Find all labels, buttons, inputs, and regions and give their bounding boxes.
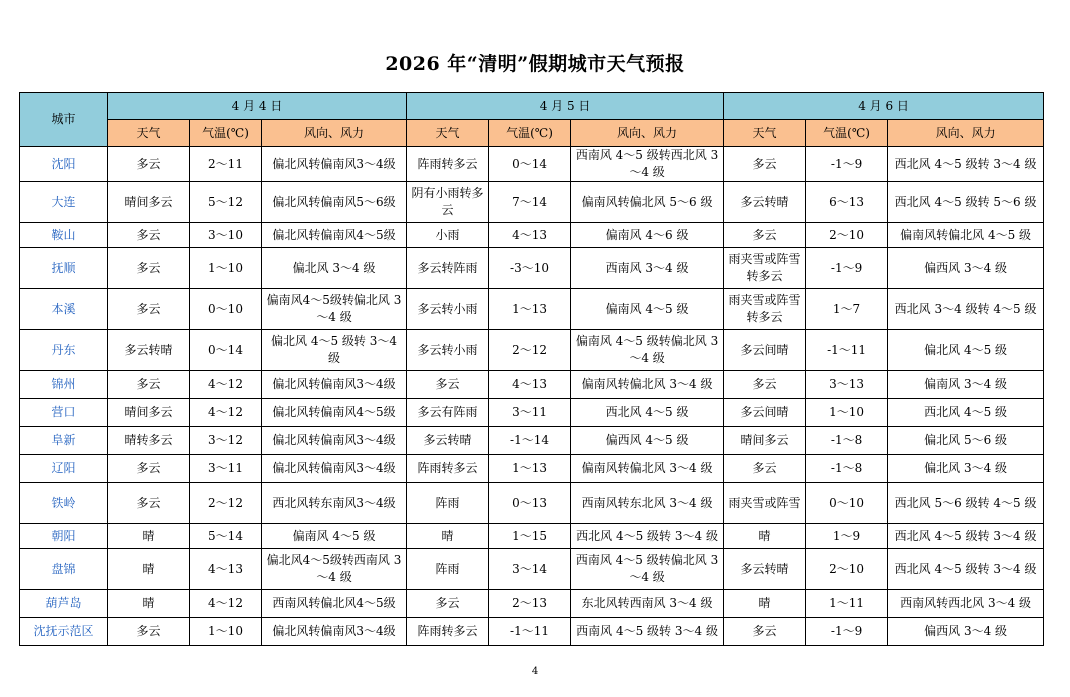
- table-row: [20, 618, 1044, 646]
- city-name: 盘锦: [20, 549, 108, 590]
- weather-cell: 多云转晴: [108, 330, 190, 371]
- wind-cell: 西北风转东南风3～4级: [262, 483, 407, 524]
- wind-cell: 西南风 4～5 级转 3～4 级: [571, 618, 724, 646]
- table-row: [20, 147, 1044, 182]
- temperature-cell: 1～15: [489, 524, 571, 549]
- temperature-cell: 1～7: [806, 289, 888, 330]
- wind-cell: 偏西风 3～4 级: [888, 618, 1044, 646]
- temperature-cell: 3～10: [190, 223, 262, 248]
- weather-cell: 多云: [108, 371, 190, 399]
- wind-cell: 西北风 4～5 级转 3～4 级: [888, 147, 1044, 182]
- header-wind: 风向、风力: [262, 120, 407, 147]
- temperature-cell: 1～13: [489, 289, 571, 330]
- wind-cell: 偏北风转偏南风3～4级: [262, 147, 407, 182]
- temperature-cell: -1～8: [806, 427, 888, 455]
- weather-cell: 阵雨: [407, 483, 489, 524]
- header-date-3: 4 月 6 日: [724, 93, 1044, 120]
- table-row: [20, 182, 1044, 223]
- temperature-cell: 6～13: [806, 182, 888, 223]
- weather-cell: 阵雨: [407, 549, 489, 590]
- temperature-cell: 4～13: [489, 371, 571, 399]
- temperature-cell: 1～11: [806, 590, 888, 618]
- city-name: 铁岭: [20, 483, 108, 524]
- temperature-cell: -1～9: [806, 248, 888, 289]
- wind-cell: 西北风 4～5 级转 3～4 级: [888, 524, 1044, 549]
- wind-cell: 偏北风转偏南风4～5级: [262, 223, 407, 248]
- city-name: 辽阳: [20, 455, 108, 483]
- weather-cell: 晴: [407, 524, 489, 549]
- table-row: [20, 248, 1044, 289]
- weather-cell: 晴间多云: [724, 427, 806, 455]
- table-row: [20, 524, 1044, 549]
- wind-cell: 西北风 3～4 级转 4～5 级: [888, 289, 1044, 330]
- weather-cell: 多云: [724, 147, 806, 182]
- wind-cell: 偏北风转偏南风3～4级: [262, 371, 407, 399]
- wind-cell: 偏南风转偏北风 3～4 级: [571, 455, 724, 483]
- temperature-cell: 1～10: [190, 618, 262, 646]
- weather-cell: 多云有阵雨: [407, 399, 489, 427]
- weather-cell: 多云转晴: [407, 427, 489, 455]
- weather-cell: 阵雨转多云: [407, 455, 489, 483]
- header-date-2: 4 月 5 日: [407, 93, 724, 120]
- weather-cell: 多云间晴: [724, 330, 806, 371]
- wind-cell: 偏西风 4～5 级: [571, 427, 724, 455]
- temperature-cell: 3～13: [806, 371, 888, 399]
- wind-cell: 偏北风转偏南风4～5级: [262, 399, 407, 427]
- weather-cell: 雨夹雪或阵雪转多云: [724, 289, 806, 330]
- weather-cell: 多云: [724, 371, 806, 399]
- weather-cell: 多云: [108, 147, 190, 182]
- weather-cell: 多云转阵雨: [407, 248, 489, 289]
- weather-cell: 晴转多云: [108, 427, 190, 455]
- temperature-cell: 4～12: [190, 590, 262, 618]
- wind-cell: 西北风 5～6 级转 4～5 级: [888, 483, 1044, 524]
- header-weather: 天气: [108, 120, 190, 147]
- weather-cell: 多云转小雨: [407, 289, 489, 330]
- city-name: 本溪: [20, 289, 108, 330]
- weather-cell: 多云: [724, 618, 806, 646]
- wind-cell: 西南风 3～4 级: [571, 248, 724, 289]
- temperature-cell: -1～9: [806, 618, 888, 646]
- wind-cell: 西南风转偏北风4～5级: [262, 590, 407, 618]
- temperature-cell: 0～14: [489, 147, 571, 182]
- temperature-cell: -3～10: [489, 248, 571, 289]
- city-name: 鞍山: [20, 223, 108, 248]
- weather-cell: 多云: [108, 618, 190, 646]
- temperature-cell: 2～11: [190, 147, 262, 182]
- wind-cell: 西北风 4～5 级转 3～4 级: [571, 524, 724, 549]
- wind-cell: 偏北风 3～4 级: [262, 248, 407, 289]
- temperature-cell: -1～11: [806, 330, 888, 371]
- weather-cell: 多云: [407, 590, 489, 618]
- wind-cell: 偏北风转偏南风3～4级: [262, 618, 407, 646]
- header-wind: 风向、风力: [571, 120, 724, 147]
- table-row: [20, 289, 1044, 330]
- weather-cell: 多云转晴: [724, 549, 806, 590]
- header-city: 城市: [20, 93, 108, 147]
- table-row: [20, 483, 1044, 524]
- header-weather: 天气: [407, 120, 489, 147]
- temperature-cell: 0～10: [806, 483, 888, 524]
- wind-cell: 偏南风转偏北风 4～5 级: [888, 223, 1044, 248]
- temperature-cell: -1～9: [806, 147, 888, 182]
- weather-cell: 多云: [724, 455, 806, 483]
- wind-cell: 西北风 4～5 级转 5～6 级: [888, 182, 1044, 223]
- weather-cell: 晴: [724, 590, 806, 618]
- header-weather: 天气: [724, 120, 806, 147]
- temperature-cell: 3～11: [489, 399, 571, 427]
- weather-forecast-table: [19, 92, 1044, 646]
- weather-cell: 多云转晴: [724, 182, 806, 223]
- wind-cell: 西南风 4～5 级转偏北风 3～4 级: [571, 549, 724, 590]
- city-name: 葫芦岛: [20, 590, 108, 618]
- temperature-cell: 1～13: [489, 455, 571, 483]
- weather-cell: 阵雨转多云: [407, 147, 489, 182]
- weather-cell: 雨夹雪或阵雪转多云: [724, 248, 806, 289]
- temperature-cell: 3～12: [190, 427, 262, 455]
- table-row: [20, 399, 1044, 427]
- wind-cell: 偏南风4～5级转偏北风 3～4 级: [262, 289, 407, 330]
- table-row: [20, 330, 1044, 371]
- wind-cell: 偏南风 4～6 级: [571, 223, 724, 248]
- city-name: 朝阳: [20, 524, 108, 549]
- weather-cell: 小雨: [407, 223, 489, 248]
- temperature-cell: 1～9: [806, 524, 888, 549]
- wind-cell: 偏北风4～5级转西南风 3～4 级: [262, 549, 407, 590]
- wind-cell: 西南风转东北风 3～4 级: [571, 483, 724, 524]
- temperature-cell: 2～10: [806, 223, 888, 248]
- wind-cell: 偏南风 4～5 级: [262, 524, 407, 549]
- temperature-cell: -1～8: [806, 455, 888, 483]
- temperature-cell: 7～14: [489, 182, 571, 223]
- table-row: [20, 427, 1044, 455]
- page-number: 4: [531, 666, 539, 677]
- wind-cell: 西南风 4～5 级转西北风 3～4 级: [571, 147, 724, 182]
- temperature-cell: 1～10: [190, 248, 262, 289]
- temperature-cell: 5～12: [190, 182, 262, 223]
- city-name: 大连: [20, 182, 108, 223]
- wind-cell: 偏南风 3～4 级: [888, 371, 1044, 399]
- weather-cell: 多云: [108, 223, 190, 248]
- weather-cell: 多云转小雨: [407, 330, 489, 371]
- temperature-cell: 4～12: [190, 371, 262, 399]
- weather-cell: 多云: [108, 455, 190, 483]
- weather-cell: 多云: [407, 371, 489, 399]
- wind-cell: 西北风 4～5 级: [888, 399, 1044, 427]
- city-name: 阜新: [20, 427, 108, 455]
- city-name: 营口: [20, 399, 108, 427]
- weather-cell: 晴: [108, 524, 190, 549]
- weather-cell: 阴有小雨转多云: [407, 182, 489, 223]
- page-title: 2026 年“清明”假期城市天气预报: [385, 53, 685, 75]
- wind-cell: 偏北风 4～5 级转 3～4 级: [262, 330, 407, 371]
- temperature-cell: 2～12: [489, 330, 571, 371]
- city-name: 抚顺: [20, 248, 108, 289]
- wind-cell: 偏北风 5～6 级: [888, 427, 1044, 455]
- header-temperature: 气温(℃): [489, 120, 571, 147]
- weather-cell: 多云: [108, 483, 190, 524]
- wind-cell: 西北风 4～5 级: [571, 399, 724, 427]
- weather-cell: 阵雨转多云: [407, 618, 489, 646]
- header-date-1: 4 月 4 日: [108, 93, 407, 120]
- wind-cell: 偏南风转偏北风 5～6 级: [571, 182, 724, 223]
- table-row: [20, 549, 1044, 590]
- wind-cell: 偏北风转偏南风3～4级: [262, 427, 407, 455]
- temperature-cell: 4～13: [190, 549, 262, 590]
- wind-cell: 偏北风转偏南风5～6级: [262, 182, 407, 223]
- weather-cell: 多云: [108, 248, 190, 289]
- weather-cell: 晴: [108, 549, 190, 590]
- temperature-cell: 2～10: [806, 549, 888, 590]
- city-name: 沈阳: [20, 147, 108, 182]
- weather-cell: 晴间多云: [108, 182, 190, 223]
- weather-cell: 晴: [108, 590, 190, 618]
- header-temperature: 气温(℃): [806, 120, 888, 147]
- temperature-cell: 0～14: [190, 330, 262, 371]
- temperature-cell: 2～13: [489, 590, 571, 618]
- temperature-cell: 3～11: [190, 455, 262, 483]
- weather-cell: 多云: [108, 289, 190, 330]
- temperature-cell: 1～10: [806, 399, 888, 427]
- wind-cell: 偏南风 4～5 级: [571, 289, 724, 330]
- wind-cell: 偏北风 4～5 级: [888, 330, 1044, 371]
- city-name: 丹东: [20, 330, 108, 371]
- wind-cell: 东北风转西南风 3～4 级: [571, 590, 724, 618]
- temperature-cell: 4～13: [489, 223, 571, 248]
- weather-cell: 多云: [724, 223, 806, 248]
- temperature-cell: 3～14: [489, 549, 571, 590]
- temperature-cell: 4～12: [190, 399, 262, 427]
- table-row: [20, 455, 1044, 483]
- wind-cell: 西北风 4～5 级转 3～4 级: [888, 549, 1044, 590]
- temperature-cell: 0～10: [190, 289, 262, 330]
- weather-cell: 晴间多云: [108, 399, 190, 427]
- weather-cell: 多云间晴: [724, 399, 806, 427]
- wind-cell: 偏北风转偏南风3～4级: [262, 455, 407, 483]
- table-row: [20, 223, 1044, 248]
- wind-cell: 偏北风 3～4 级: [888, 455, 1044, 483]
- header-wind: 风向、风力: [888, 120, 1044, 147]
- temperature-cell: 0～13: [489, 483, 571, 524]
- table-row: [20, 371, 1044, 399]
- wind-cell: 偏南风转偏北风 3～4 级: [571, 371, 724, 399]
- table-row: [20, 590, 1044, 618]
- city-name: 沈抚示范区: [20, 618, 108, 646]
- wind-cell: 西南风转西北风 3～4 级: [888, 590, 1044, 618]
- header-temperature: 气温(℃): [190, 120, 262, 147]
- weather-cell: 雨夹雪或阵雪: [724, 483, 806, 524]
- temperature-cell: -1～14: [489, 427, 571, 455]
- weather-cell: 晴: [724, 524, 806, 549]
- temperature-cell: -1～11: [489, 618, 571, 646]
- wind-cell: 偏南风 4～5 级转偏北风 3～4 级: [571, 330, 724, 371]
- temperature-cell: 2～12: [190, 483, 262, 524]
- temperature-cell: 5～14: [190, 524, 262, 549]
- wind-cell: 偏西风 3～4 级: [888, 248, 1044, 289]
- city-name: 锦州: [20, 371, 108, 399]
- table-body: [20, 147, 1044, 646]
